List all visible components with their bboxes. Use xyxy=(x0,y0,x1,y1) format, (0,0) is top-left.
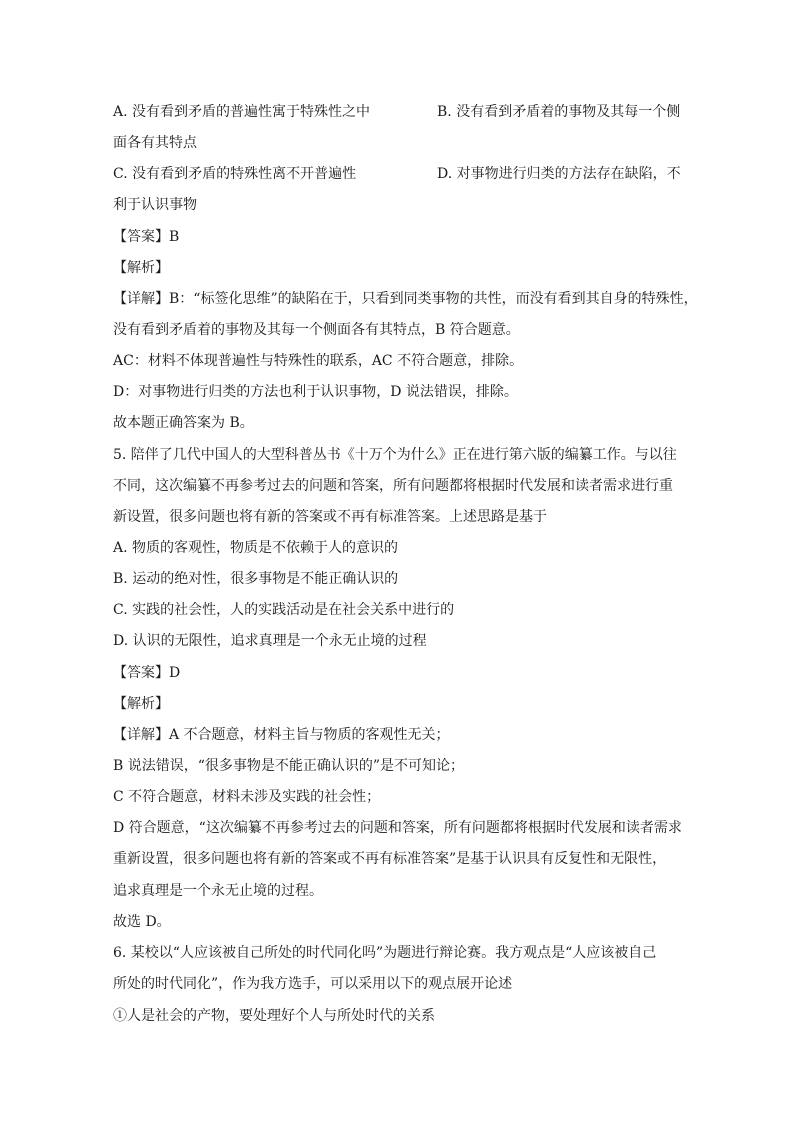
detail-q5-line1: 【详解】A 不合题意，材料主旨与物质的客观性无关； xyxy=(113,727,450,743)
option-d-q4-cont: 利于认识事物 xyxy=(113,197,197,213)
option-c-q4: C. 没有看到矛盾的特殊性离不开普遍性 xyxy=(113,166,357,182)
detail-q5-line5: 重新设置，很多问题也将有新的答案或不再有标准答案”是基于认识具有反复性和无限性， xyxy=(113,851,667,867)
answer-q5: 【答案】D xyxy=(113,665,181,681)
option-b-q4: B. 没有看到矛盾着的事物及其每一个侧 xyxy=(437,104,681,120)
conclusion-q4: 故本题正确答案为 B。 xyxy=(113,415,254,431)
detail-q4-line1: 【详解】B：“标签化思维”的缺陷在于，只看到同类事物的共性，而没有看到其自身的特殊性， xyxy=(113,291,698,307)
conclusion-q5: 故选 D。 xyxy=(113,914,171,930)
detail-q4-line3: AC：材料不体现普遍性与特殊性的联系，AC 不符合题意，排除。 xyxy=(113,353,524,369)
question-5-line3: 新设置，很多问题也将有新的答案或不再有标准答案。上述思路是基于 xyxy=(113,509,547,525)
question-6-line2: 所处的时代同化”，作为我方选手，可以采用以下的观点展开论述 xyxy=(113,976,513,992)
option-a-q4: A. 没有看到矛盾的普遍性寓于特殊性之中 xyxy=(113,104,371,120)
question-6-item1: ①人是社会的产物，要处理好个人与所处时代的关系 xyxy=(113,1008,435,1024)
detail-q5-line4: D 符合题意，“这次编纂不再参考过去的问题和答案，所有问题都将根据时代发展和读者需求 xyxy=(113,820,682,836)
detail-q5-line3: C 不符合题意，材料未涉及实践的社会性； xyxy=(113,789,381,805)
detail-q4-line4: D：对事物进行归类的方法也利于认识事物，D 说法错误，排除。 xyxy=(113,384,518,400)
analysis-heading-q4: 【解析】 xyxy=(113,260,169,276)
question-5-line1: 5. 陪伴了几代中国人的大型科普丛书《十万个为什么》正在进行第六版的编纂工作。与以往 xyxy=(113,447,677,463)
detail-q5-line2: B 说法错误，“很多事物是不能正确认识的”是不可知论； xyxy=(113,758,465,774)
analysis-heading-q5: 【解析】 xyxy=(113,696,169,712)
question-5-line2: 不同，这次编纂不再参考过去的问题和答案，所有问题都将根据时代发展和读者需求进行重 xyxy=(113,478,673,494)
detail-q4-line2: 没有看到矛盾着的事物及其每一个侧面各有其特点，B 符合题意。 xyxy=(113,322,520,338)
option-c-q5: C. 实践的社会性，人的实践活动是在社会关系中进行的 xyxy=(113,602,455,618)
option-b-q5: B. 运动的绝对性，很多事物是不能正确认识的 xyxy=(113,571,399,587)
detail-q5-line6: 追求真理是一个永无止境的过程。 xyxy=(113,883,323,899)
option-b-q4-cont: 面各有其特点 xyxy=(113,135,197,151)
question-6-line1: 6. 某校以“人应该被自己所处的时代同化吗”为题进行辩论赛。我方观点是“人应该被自己 xyxy=(113,945,657,961)
option-a-q5: A. 物质的客观性，物质是不依赖于人的意识的 xyxy=(113,540,399,556)
answer-q4: 【答案】B xyxy=(113,229,180,245)
option-d-q5: D. 认识的无限性，追求真理是一个永无止境的过程 xyxy=(113,633,427,649)
option-d-q4: D. 对事物进行归类的方法存在缺陷，不 xyxy=(437,166,681,182)
